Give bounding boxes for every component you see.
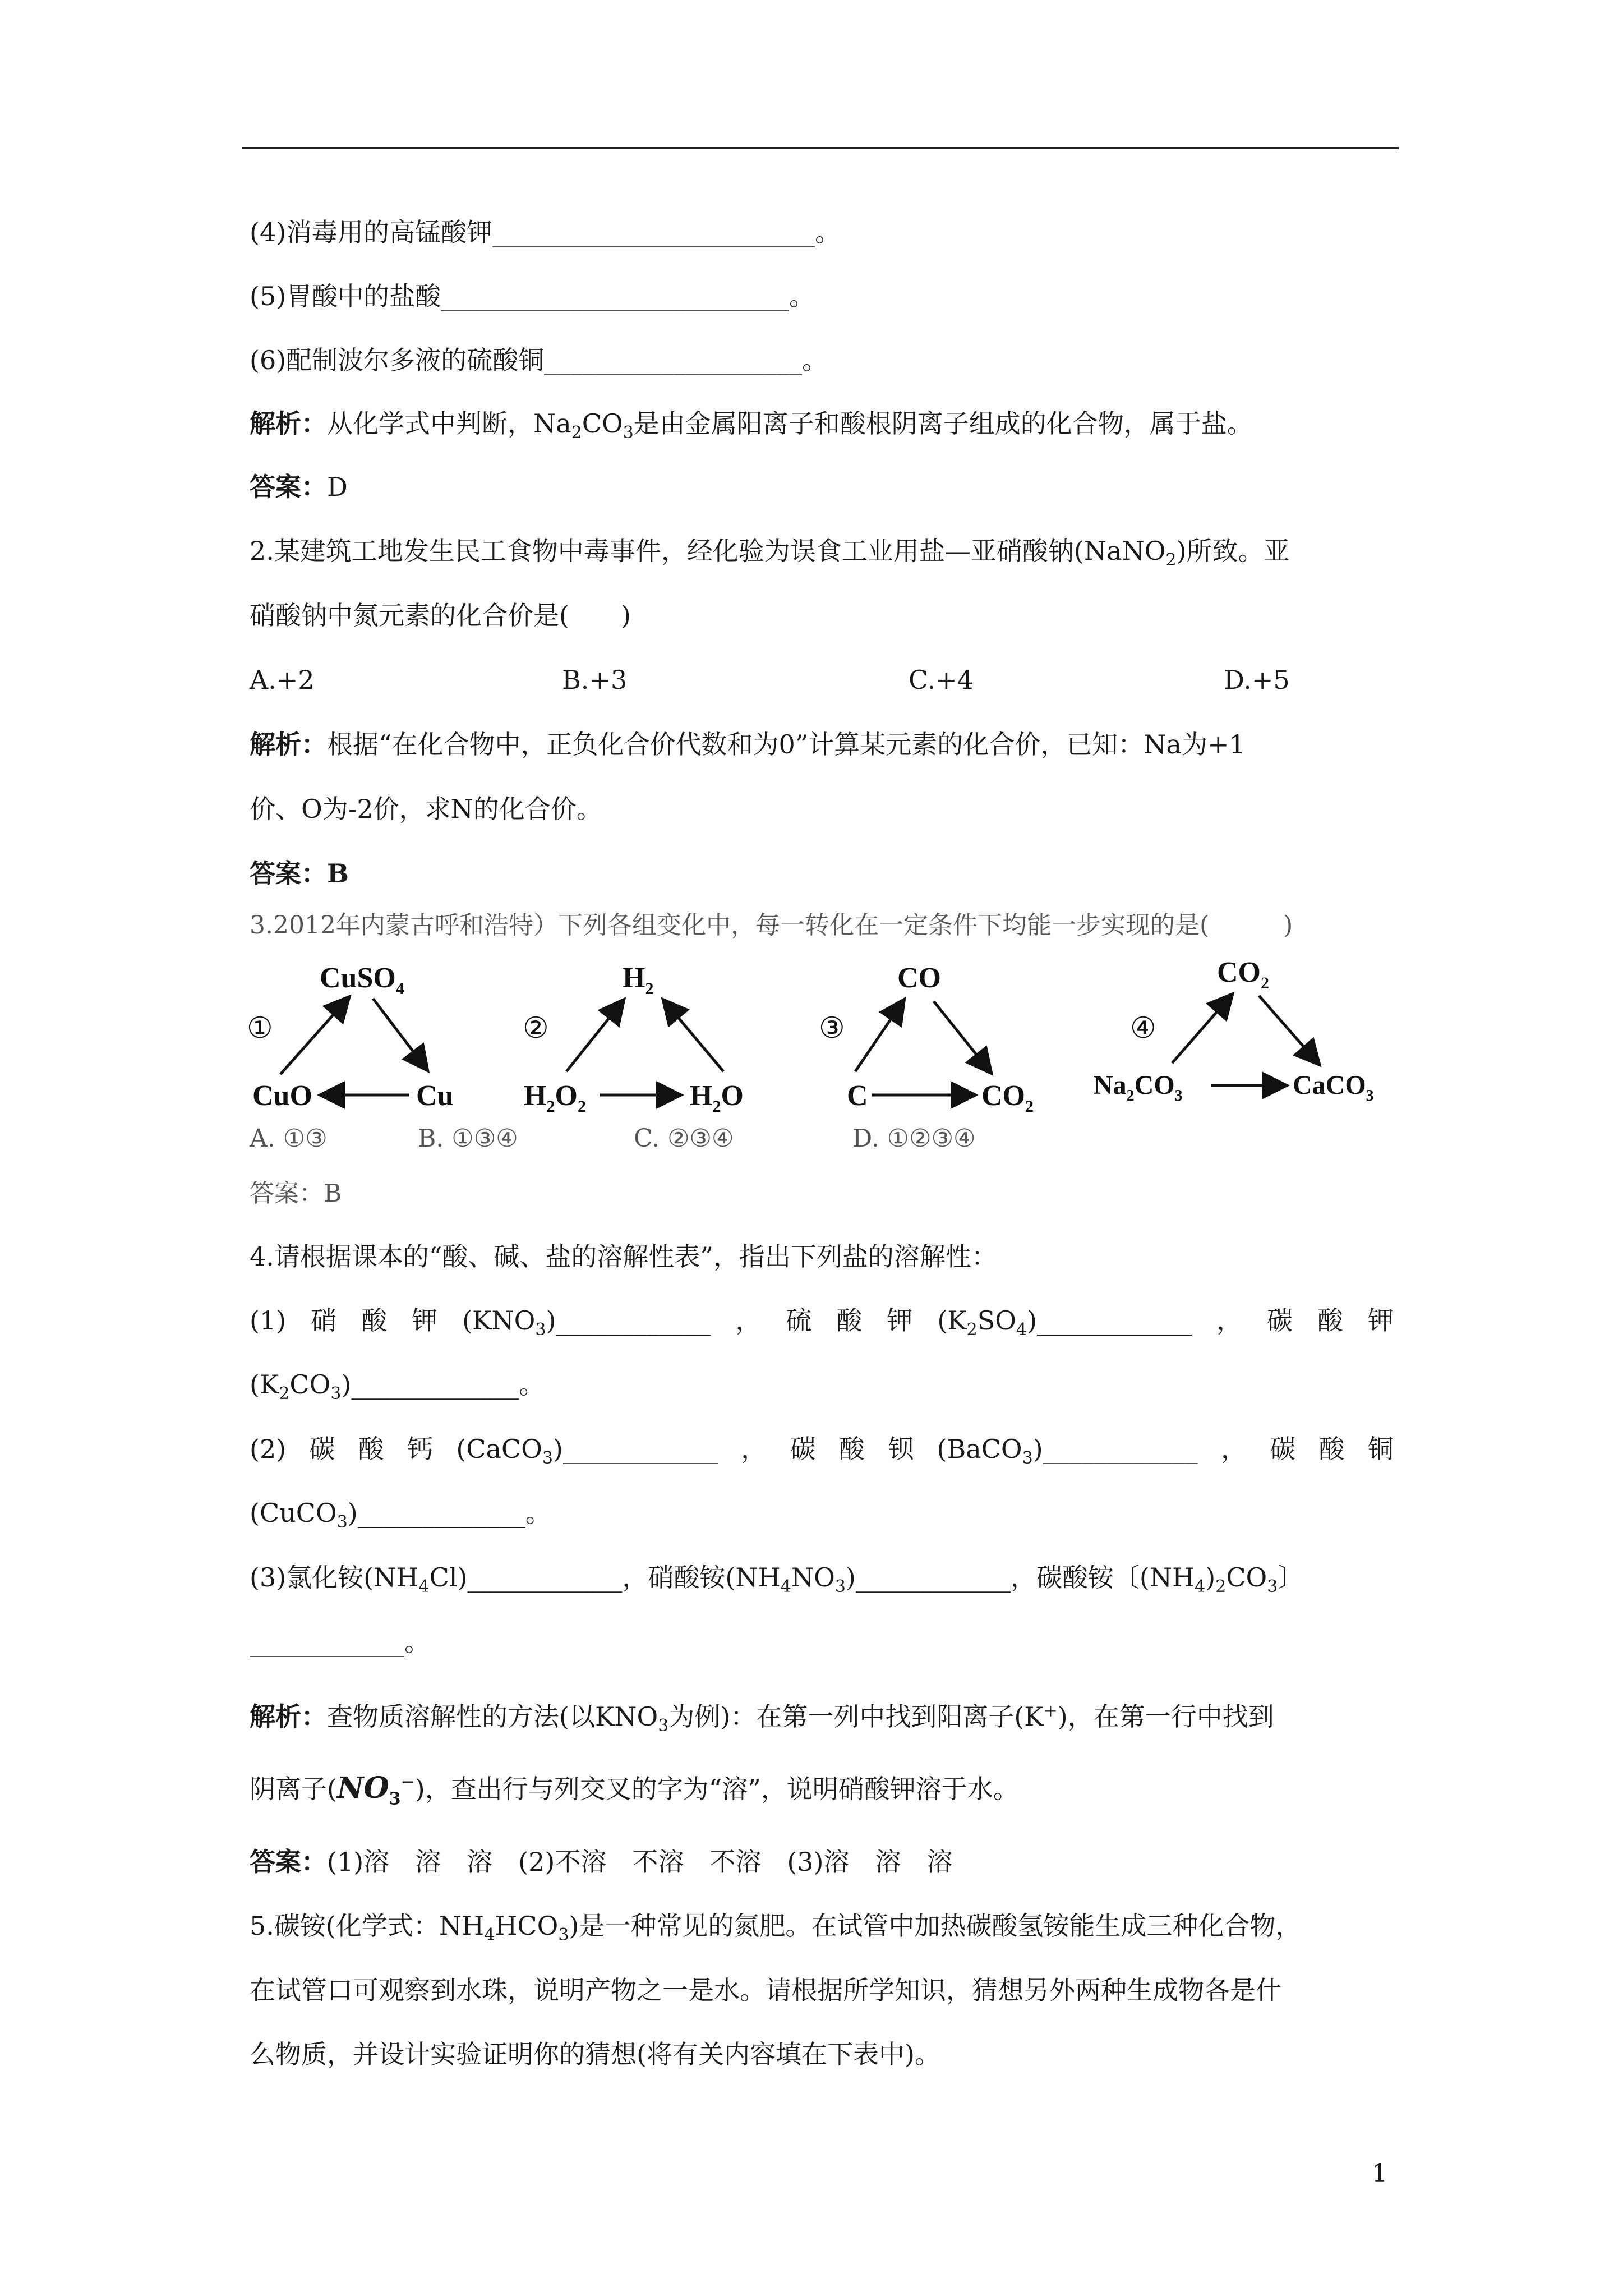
label-3: ③ (819, 1013, 845, 1045)
question-2-line-1: 2.某建筑工地发生民工食物中毒事件，经化验为误食工业用盐—亚硝酸钠(NaNO$_2$)所致。亚 (250, 536, 1290, 570)
header-rule (242, 147, 1399, 149)
option-b: B.+3 (562, 665, 628, 695)
question-4b-item-2-line-1: (2) 碳 酸 钙 (CaCO$_3$)____________ ， 碳 酸 钡 (BaCO$_3$)____________ ， 碳 酸 铜 (250, 1434, 1394, 1469)
question-4-line: (4)消毒用的高锰酸钾_________________________。 (250, 217, 841, 247)
g4-left: $Na_2CO_3$ (1094, 1070, 1183, 1105)
g3-right: $CO_2$ (981, 1080, 1034, 1116)
option-a: A.+2 (250, 665, 315, 695)
question-6-line: (6)配制波尔多液的硫酸铜____________________。 (250, 345, 828, 375)
question-5b-line-1: 5.碳铵(化学式：$NH_4HCO_3$)是一种常见的氮肥。在试管中加热碳酸氢铵能生成三种化合物， (250, 1911, 1302, 1945)
question-4b-item-1-line-2: $(K_2CO_3)\_\_\_\_\_\_\_\_\_\_\_\_\_$。 (250, 1369, 545, 1404)
page-number: 1 (1372, 2159, 1387, 2188)
analysis-4b-line-2: 阴离子$(NO_3^-)$，查出行与列交叉的字为“溶”，说明硝酸钾溶于水。 (250, 1771, 1019, 1809)
option-c: C.+4 (909, 665, 974, 695)
g2-left: $H_2O_2$ (524, 1080, 586, 1116)
answer-3: 答案：B (250, 1179, 342, 1208)
answer-2: 答案：B (250, 858, 349, 889)
g2-right: $H_2O$ (690, 1080, 744, 1116)
question-4b-stem: 4.请根据课本的“酸、碱、盐的溶解性表”，指出下列盐的溶解性： (250, 1241, 997, 1272)
reaction-diagrams (241, 954, 1408, 1116)
arrow-g3-up (855, 1001, 903, 1071)
q3-option-d: D. ①②③④ (852, 1124, 976, 1153)
question-3-stem: 3.2012年内蒙古呼和浩特）下列各组变化中，每一转化在一定条件下均能一步实现的是( ) (250, 911, 1293, 940)
g2-top: $H_2$ (623, 962, 654, 998)
arrow-g2-up (566, 1001, 623, 1071)
q3-option-b: B. ①③④ (418, 1124, 518, 1153)
g1-right: Cu (416, 1080, 454, 1112)
answer-1: 答案：D (250, 472, 348, 502)
question-4b-item-1-line-1: (1) 硝 酸 钾 $(KNO_3)\_\_\_\_\_\_\_\_\_\_\_\_$ ， 硫 酸 钾 $(K_2SO_4)\_\_\_\_\_\_\_\_\_\_\_\_$ ， 碳 酸 钾 (250, 1305, 1394, 1340)
arrow-g2-up-right (665, 1001, 723, 1071)
label-4: ④ (1130, 1013, 1156, 1045)
g1-top: CuSO$_4$ (320, 962, 404, 998)
label-1: ① (247, 1013, 273, 1045)
analysis-4b-line-1: 解析：查物质溶解性的方法(以$KNO_3$为例)：在第一列中找到阳离子(K+)，在第一行中找到 (250, 1701, 1274, 1736)
question-5b-line-2: 在试管口可观察到水珠，说明产物之一是水。请根据所学知识，猜想另外两种生成物各是什 (250, 1975, 1281, 2005)
arrow-g4-down (1259, 996, 1318, 1063)
g3-left: C (847, 1080, 868, 1112)
option-d: D.+5 (1224, 665, 1290, 695)
label-2: ② (523, 1013, 549, 1045)
arrow-g4-up (1172, 996, 1231, 1063)
question-4b-item-3-line-2: ____________。 (250, 1627, 430, 1657)
g4-right: CaCO$_3$ (1293, 1070, 1374, 1105)
g3-top: CO (897, 962, 941, 994)
analysis-1: 解析：从化学式中判断，$Na_2CO_3$是由金属阳离子和酸根阴离子组成的化合物，属于盐。 (250, 408, 1253, 443)
question-5-line: (5)胃酸中的盐酸___________________________。 (250, 281, 815, 311)
g4-top: $CO_2$ (1217, 956, 1269, 992)
arrow-g1-up (280, 999, 348, 1074)
arrow-g1-down (373, 999, 426, 1069)
question-5b-line-3: 么物质，并设计实验证明你的猜想(将有关内容填在下表中)。 (250, 2039, 940, 2069)
nitrate-ion: $NO_3^-$ (336, 1771, 415, 1809)
answer-4b: 答案：(1)溶 溶 溶 (2)不溶 不溶 不溶 (3)溶 溶 溶 (250, 1847, 953, 1877)
analysis-2-line-2: 价、O为-2价，求N的化合价。 (250, 794, 602, 824)
q3-option-c: C. ②③④ (634, 1124, 734, 1153)
question-4b-item-3-line-1: (3)氯化铵$(NH_4Cl)\_\_\_\_\_\_\_\_\_\_\_\_$，硝酸铵$(NH_4NO_3)\_\_\_\_\_\_\_\_\_\_\_\_$，碳酸铵〔$(NH_4)_2CO_3$〕 (250, 1562, 1304, 1597)
analysis-2-line-1: 解析：根据“在化合物中，正负化合价代数和为0”计算某元素的化合价，已知：Na为+1 (250, 729, 1246, 760)
arrow-g3-down (934, 1001, 990, 1071)
question-2-line-2: 硝酸钠中氮元素的化合价是( ) (250, 600, 631, 631)
answer-label: 答案： (250, 472, 327, 502)
question-4b-item-2-line-2: (CuCO$_3$)_____________。 (250, 1498, 551, 1533)
g1-left: CuO (252, 1080, 312, 1112)
analysis-label: 解析： (250, 408, 327, 439)
q3-option-a: A. ①③ (250, 1124, 328, 1153)
